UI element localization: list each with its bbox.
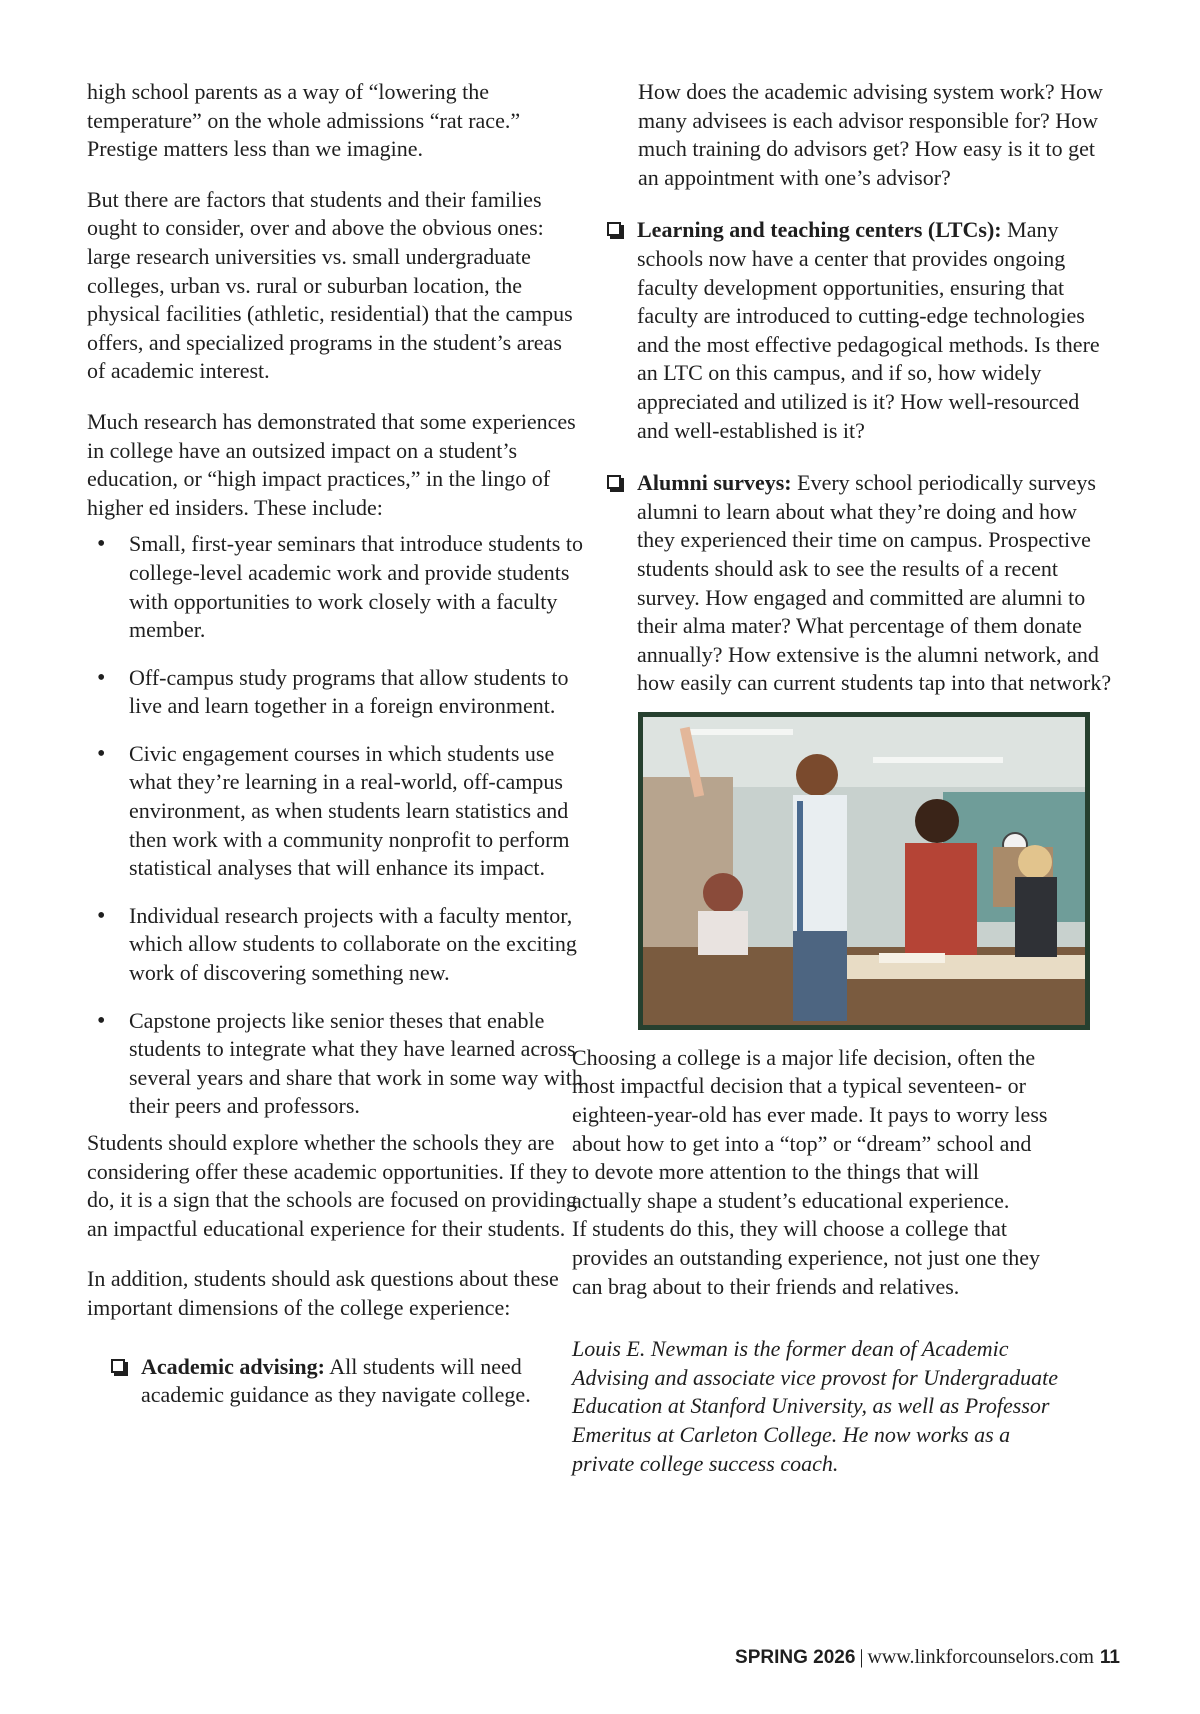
website-link[interactable]: www.linkforcounselors.com — [867, 1646, 1094, 1668]
issue-label: SPRING 2026 — [735, 1647, 856, 1668]
paragraph-conclusion-final: If students do this, they will choose a college that provides an outstanding experience, not just one they can brag about to their friends and relatives. — [572, 1216, 1040, 1299]
checklist-text: Every school periodically surveys alumni to learn about what they’re doing and how they experienced their time on campus. Prospective students should ask to see the results of a recent survey. How engaged and committed are alumni to their alma mater? What percentage of them donate annually? How extensive is the alumni network, and how easily can current students tap into that network? — [637, 470, 1112, 696]
left-column — [87, 78, 585, 1410]
list-item: • Off-campus study programs that allow students to live and learn together in a foreign environment. — [87, 664, 585, 721]
checklist-item-alumni-surveys — [605, 469, 1115, 698]
paragraph-advising-questions: How does the academic advising system work? How many advisees is each advisor responsible for? How much training do advisors get? How easy is it to get an appointment with one’s advisor? — [638, 79, 1103, 190]
author-byline: Louis E. Newman is the former dean of Academic Advising and associate vice provost for Undergraduate Education at Stanford University, as well as Professor Emeritus at Carleton College. He now works as a private college success coach. — [572, 1336, 1058, 1476]
list-item: • Capstone projects like senior theses that enable students to integrate what they have learned across several years and share that work in some way with their peers and professors. — [87, 1007, 585, 1121]
paragraph-factors: But there are factors that students and their families ought to consider, over and above the obvious ones: large research universities vs. small undergraduate colleges, urban vs. rural or suburban location, the physical facilities (athletic, residential) that the campus offers, and specialized programs in the student’s areas of academic interest. — [87, 186, 573, 384]
paragraph-conclusion: Choosing a college is a major life decision, often the most impactful decision that a typical seventeen- or eighteen-year-old has ever made. It pays to worry less about how to get into a “top” or “dream” school and to devote more attention to the things that will actually shape a student’s educational experience. — [572, 1044, 1048, 1213]
checkbox-icon — [607, 475, 621, 489]
list-item: • Civic engagement courses in which students use what they’re learning in a real-world, off-campus environment, as when students learn statistics and then work with a community nonprofit to perform statistical analyses that will enhance its impact. — [87, 740, 585, 883]
checkbox-icon — [607, 222, 621, 236]
paragraph-questions: In addition, students should ask questions about these important dimensions of the college experience: — [87, 1266, 559, 1320]
checklist-label: Learning and teaching centers (LTCs): — [637, 217, 1002, 243]
checklist-label: Alumni surveys: — [637, 470, 792, 496]
classroom-photo — [638, 712, 1090, 1030]
page-footer — [700, 1646, 1120, 1669]
checklist-item-ltc — [605, 216, 1115, 445]
high-impact-practices-list — [87, 530, 585, 1121]
list-item: • Small, first-year seminars that introduce students to college-level academic work and provide students with opportunities to work closely with a faculty member. — [87, 530, 585, 644]
list-item: • Individual research projects with a faculty mentor, which allow students to collaborate on the exciting work of discovering something new. — [87, 902, 585, 988]
checklist-text: All students will need academic guidance as they navigate college. — [141, 1353, 531, 1408]
paragraph-research: Much research has demonstrated that some experiences in college have an outsized impact on a student’s education, or “high impact practices,” in the lingo of higher ed insiders. These include: — [87, 408, 576, 520]
paragraph-prestige: high school parents as a way of “lowering the temperature” on the whole admissions “rat race.” Prestige matters less than we imagine. — [87, 79, 521, 162]
footer-separator: | — [859, 1646, 864, 1668]
right-column — [572, 78, 1115, 1478]
classroom-illustration — [643, 717, 1085, 1025]
checkbox-icon — [111, 1359, 125, 1373]
checklist-item-academic-advising — [109, 1353, 585, 1410]
checklist-label: Academic advising: — [141, 1353, 325, 1379]
page-number: 11 — [1099, 1647, 1120, 1668]
checklist-text: Many schools now have a center that provides ongoing faculty development opportunities, ensuring that faculty are introduced to cutting-edge technologies and the most effective pedagogical methods. Is there an LTC on this campus, and if so, how widely appreciated and utilized is it? How well-resourced and well-established is it? — [637, 217, 1100, 443]
paragraph-explore: Students should explore whether the schools they are considering offer these academic opportunities. If they do, it is a sign that the schools are focused on providing an impactful educational experience for their students. — [87, 1130, 578, 1241]
